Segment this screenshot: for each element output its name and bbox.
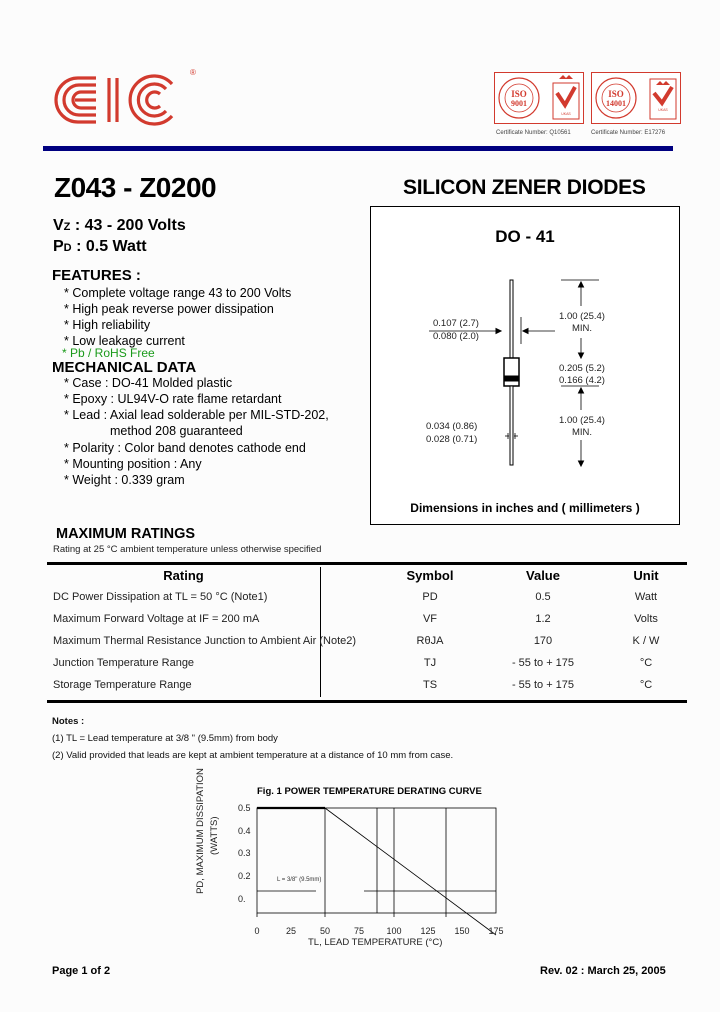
cell-rating: DC Power Dissipation at TL = 50 °C (Note1) bbox=[53, 591, 268, 603]
cell-value: 0.5 bbox=[535, 591, 551, 603]
table-bottom-rule bbox=[47, 700, 687, 703]
product-type-title: SILICON ZENER DIODES bbox=[403, 176, 646, 199]
chart-y-axis-label bbox=[195, 720, 206, 894]
svg-text:25: 25 bbox=[285, 926, 297, 936]
max-ratings-heading: MAXIMUM RATINGS bbox=[56, 526, 196, 542]
y-axis-label-line2: (WATTS) bbox=[209, 816, 220, 855]
cell-rating: Maximum Thermal Resistance Junction to Ambient Air (Note2) bbox=[53, 635, 357, 647]
svg-text:ISO: ISO bbox=[511, 89, 527, 99]
svg-text:9001: 9001 bbox=[511, 99, 527, 108]
svg-text:UKAS: UKAS bbox=[561, 112, 571, 116]
lead-length-top: 1.00 (25.4) bbox=[559, 311, 605, 322]
part-range-title: Z043 - Z0200 bbox=[54, 172, 217, 203]
mechanical-item: * Mounting position : Any bbox=[64, 457, 202, 471]
cell-unit: °C bbox=[639, 679, 653, 691]
mechanical-item: * Case : DO-41 Molded plastic bbox=[64, 376, 233, 390]
lead-length-top-min: MIN. bbox=[571, 323, 593, 334]
svg-text:14001: 14001 bbox=[606, 99, 626, 108]
vz-value: : 43 - 200 Volts bbox=[70, 217, 186, 234]
max-ratings-subtitle: Rating at 25 °C ambient temperature unless otherwise specified bbox=[53, 544, 322, 555]
svg-text:0: 0 bbox=[254, 926, 260, 936]
col-header-symbol: Symbol bbox=[406, 568, 454, 583]
iso-14001-caption: Certificate Number: E17276 bbox=[591, 130, 666, 136]
svg-text:125: 125 bbox=[420, 926, 436, 936]
cell-value: - 55 to + 175 bbox=[511, 679, 575, 691]
note-item: (1) TL = Lead temperature at 3/8 " (9.5mm) from body bbox=[52, 733, 278, 744]
svg-text:0.2: 0.2 bbox=[238, 871, 251, 881]
svg-text:0.3: 0.3 bbox=[238, 848, 251, 858]
cell-unit: K / W bbox=[632, 635, 660, 647]
col-header-rating: Rating bbox=[163, 568, 204, 583]
iso-9001-caption: Certificate Number: Q10561 bbox=[496, 130, 571, 136]
feature-item: * High peak reverse power dissipation bbox=[64, 302, 274, 316]
pd-spec bbox=[53, 238, 147, 256]
chart-x-axis-label: TL, LEAD TEMPERATURE (°C) bbox=[308, 937, 443, 948]
lead-dia-min: 0.028 (0.71) bbox=[426, 434, 478, 445]
chart-annotation: L = 3/8" (9.5mm) bbox=[277, 877, 322, 883]
mechanical-item: * Lead : Axial lead solderable per MIL-STD-202, bbox=[64, 408, 329, 422]
pd-symbol: P bbox=[53, 238, 64, 255]
body-dia-min: 0.080 (2.0) bbox=[433, 331, 479, 342]
svg-text:0.: 0. bbox=[238, 894, 246, 904]
cell-rating: Storage Temperature Range bbox=[53, 679, 192, 691]
cell-symbol: RθJA bbox=[416, 635, 444, 647]
lead-length-bottom-min: MIN. bbox=[571, 427, 593, 438]
svg-text:UKAS: UKAS bbox=[658, 108, 668, 112]
do41-diagram bbox=[371, 207, 679, 524]
mechanical-item: * Polarity : Color band denotes cathode end bbox=[64, 441, 306, 455]
col-header-value: Value bbox=[526, 568, 560, 583]
lead-length-bottom: 1.00 (25.4) bbox=[559, 415, 605, 426]
feature-item: * Low leakage current bbox=[64, 334, 185, 348]
table-top-rule bbox=[47, 562, 687, 565]
pd-value: : 0.5 Watt bbox=[71, 238, 147, 255]
svg-text:100: 100 bbox=[386, 926, 402, 936]
mechanical-heading: MECHANICAL DATA bbox=[52, 359, 197, 376]
cell-symbol: VF bbox=[422, 613, 438, 625]
cell-rating: Junction Temperature Range bbox=[53, 657, 195, 669]
dimensions-caption: Dimensions in inches and ( millimeters ) bbox=[410, 501, 640, 515]
cell-value: 1.2 bbox=[535, 613, 551, 625]
vz-sub: Z bbox=[63, 221, 71, 233]
rohs-item: * Pb / RoHS Free bbox=[62, 346, 155, 360]
table-column-divider bbox=[320, 567, 321, 697]
revision-date: Rev. 02 : March 25, 2005 bbox=[540, 965, 666, 977]
cell-value: 170 bbox=[533, 635, 553, 647]
svg-text:150: 150 bbox=[454, 926, 470, 936]
page-number: Page 1 of 2 bbox=[52, 965, 111, 977]
body-dia-max: 0.107 (2.7) bbox=[433, 318, 479, 329]
note-item: (2) Valid provided that leads are kept at ambient temperature at a distance of 10 mm from case. bbox=[52, 750, 454, 761]
registered-mark: ® bbox=[190, 68, 196, 77]
vz-symbol: V bbox=[53, 217, 64, 234]
notes-heading: Notes : bbox=[52, 716, 85, 727]
lead-dia-max: 0.034 (0.86) bbox=[426, 421, 478, 432]
cell-unit: °C bbox=[639, 657, 653, 669]
pd-sub: D bbox=[63, 242, 72, 254]
mechanical-item: method 208 guaranteed bbox=[110, 424, 243, 438]
mechanical-item: * Epoxy : UL94V-O rate flame retardant bbox=[64, 392, 282, 406]
cell-rating: Maximum Forward Voltage at IF = 200 mA bbox=[53, 613, 260, 625]
cell-unit: Volts bbox=[634, 613, 658, 625]
svg-text:50: 50 bbox=[319, 926, 331, 936]
features-heading: FEATURES : bbox=[52, 267, 141, 284]
body-length-min: 0.166 (4.2) bbox=[559, 375, 605, 386]
svg-text:0.5: 0.5 bbox=[238, 803, 251, 813]
feature-item: * High reliability bbox=[64, 318, 151, 332]
svg-text:ISO: ISO bbox=[608, 89, 624, 99]
header-divider bbox=[43, 146, 673, 151]
y-axis-label-line1: PD, MAXIMUM DISSIPATION bbox=[195, 768, 206, 894]
cell-symbol: TS bbox=[422, 679, 438, 691]
col-header-unit: Unit bbox=[633, 568, 659, 583]
svg-text:75: 75 bbox=[353, 926, 365, 936]
feature-item: * Complete voltage range 43 to 200 Volts bbox=[64, 286, 292, 300]
mechanical-item: * Weight : 0.339 gram bbox=[64, 473, 185, 487]
svg-text:0.4: 0.4 bbox=[238, 826, 251, 836]
cell-value: - 55 to + 175 bbox=[511, 657, 575, 669]
package-title: DO - 41 bbox=[495, 227, 555, 246]
package-outline-box bbox=[370, 206, 680, 525]
cell-unit: Watt bbox=[634, 591, 658, 603]
svg-text:175: 175 bbox=[488, 926, 504, 936]
cell-symbol: TJ bbox=[423, 657, 437, 669]
body-length-max: 0.205 (5.2) bbox=[559, 363, 605, 374]
vz-spec bbox=[53, 217, 186, 235]
cell-symbol: PD bbox=[422, 591, 438, 603]
eic-logo bbox=[54, 70, 194, 130]
figure-title: Fig. 1 POWER TEMPERATURE DERATING CURVE bbox=[257, 786, 482, 797]
